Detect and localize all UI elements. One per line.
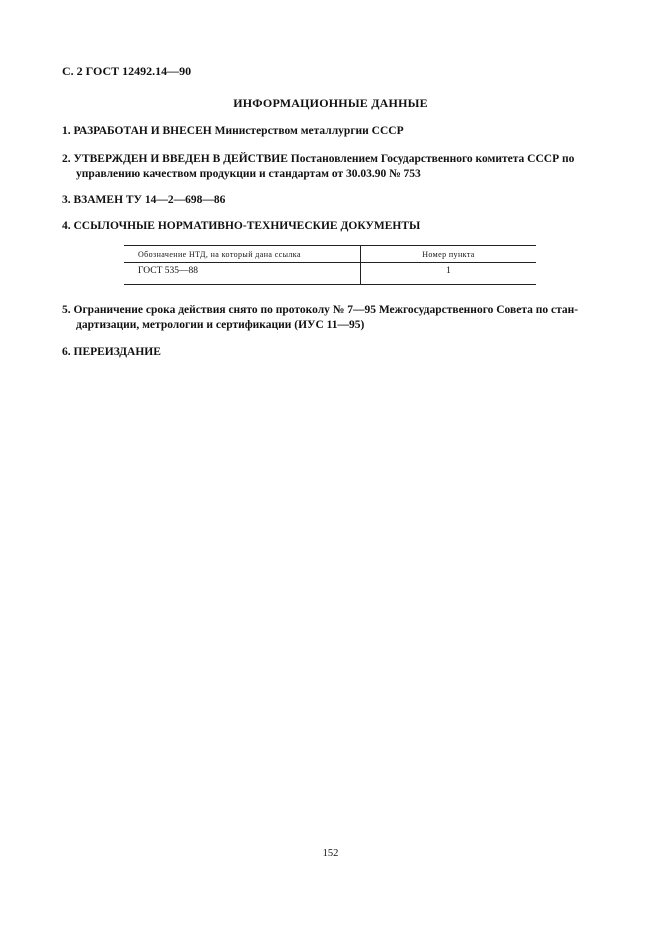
column-header-document: Обозначение НТД, на который дана ссылка <box>124 246 361 263</box>
page-header: С. 2 ГОСТ 12492.14—90 <box>62 64 192 78</box>
info-item-reissue: 6. ПЕРЕИЗДАНИЕ <box>62 346 161 358</box>
info-item-limitation <box>62 303 602 333</box>
page-number: 152 <box>322 848 339 859</box>
column-header-clause: Номер пункта <box>361 246 537 263</box>
info-item-replaces: 3. ВЗАМЕН ТУ 14—2—698—86 <box>62 194 226 206</box>
section-title: ИНФОРМАЦИОННЫЕ ДАННЫЕ <box>233 96 428 110</box>
info-item-limitation-line1: 5. Ограничение срока действия снято по протоколу № 7—95 Межгосударственного Совета по стан- <box>62 304 579 316</box>
info-item-approved-line2: управлению качеством продукции и стандартам от 30.03.90 № 753 <box>76 168 421 180</box>
table-header-row <box>124 246 536 263</box>
info-item-approved-line1: 2. УТВЕРЖДЕН И ВВЕДЕН В ДЕЙСТВИЕ Постановлением Государственного комитета СССР по <box>62 153 575 165</box>
table-cell-clause: 1 <box>361 263 537 285</box>
table-cell-document: ГОСТ 535—88 <box>124 263 361 285</box>
info-item-references: 4. ССЫЛОЧНЫЕ НОРМАТИВНО-ТЕХНИЧЕСКИЕ ДОКУМЕНТЫ <box>62 220 421 232</box>
info-item-limitation-line2: дартизации, метрологии и сертификации (ИУС 11—95) <box>76 319 365 331</box>
references-table <box>124 245 536 285</box>
info-item-developed: 1. РАЗРАБОТАН И ВНЕСЕН Министерством металлургии СССР <box>62 125 404 137</box>
info-item-approved <box>62 152 602 182</box>
table-row <box>124 263 536 285</box>
